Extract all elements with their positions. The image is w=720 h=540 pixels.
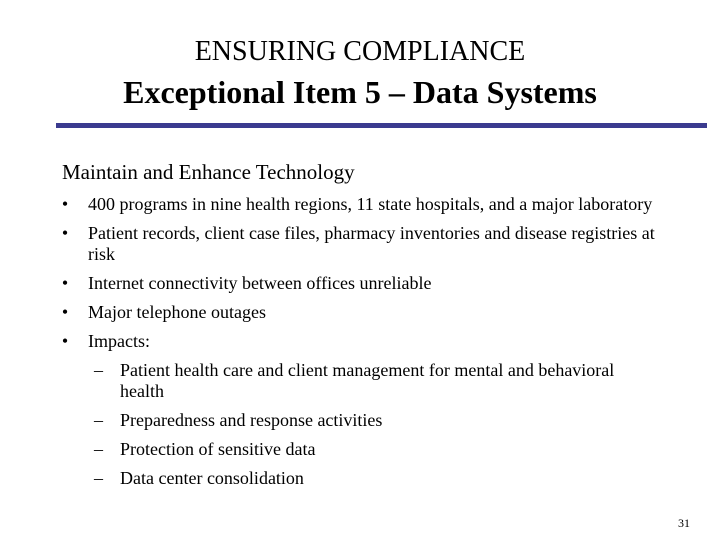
sub-bullet-item	[88, 360, 662, 402]
bullet-text: Patient records, client case files, pharmacy inventories and disease registries at risk	[88, 223, 655, 264]
title-line-1: ENSURING COMPLIANCE	[194, 36, 526, 67]
bullet-icon: •	[61, 194, 69, 214]
slide-title	[0, 36, 720, 112]
page-number: 31	[678, 516, 690, 530]
sub-bullet-item	[88, 468, 662, 489]
bullet-item	[62, 302, 662, 323]
sub-bullet-text: Protection of sensitive data	[120, 439, 316, 459]
dash-icon: –	[94, 468, 103, 488]
slide-content	[62, 158, 662, 497]
bullet-text: Impacts:	[88, 331, 150, 351]
dash-icon: –	[94, 439, 103, 459]
bullet-text: 400 programs in nine health regions, 11 state hospitals, and a major laboratory	[88, 194, 653, 214]
title-line-2: Exceptional Item 5 – Data Systems	[123, 74, 597, 110]
bullet-item	[62, 223, 662, 265]
bullet-list	[62, 194, 662, 489]
bullet-item	[62, 273, 662, 294]
bullet-item	[62, 331, 662, 489]
sub-bullet-text: Preparedness and response activities	[120, 410, 383, 430]
bullet-icon: •	[61, 302, 69, 322]
title-divider	[56, 123, 707, 128]
bullet-text: Internet connectivity between offices unreliable	[88, 273, 432, 293]
sub-bullet-item	[88, 439, 662, 460]
sub-bullet-text: Data center consolidation	[120, 468, 304, 488]
bullet-icon: •	[61, 331, 69, 351]
section-heading: Maintain and Enhance Technology	[62, 160, 355, 184]
bullet-icon: •	[61, 223, 69, 243]
bullet-icon: •	[61, 273, 69, 293]
bullet-item	[62, 194, 662, 215]
bullet-text: Major telephone outages	[88, 302, 266, 322]
sub-bullet-list	[88, 360, 662, 489]
dash-icon: –	[94, 360, 103, 380]
sub-bullet-item	[88, 410, 662, 431]
sub-bullet-text: Patient health care and client management for mental and behavioral health	[120, 360, 615, 401]
dash-icon: –	[94, 410, 103, 430]
